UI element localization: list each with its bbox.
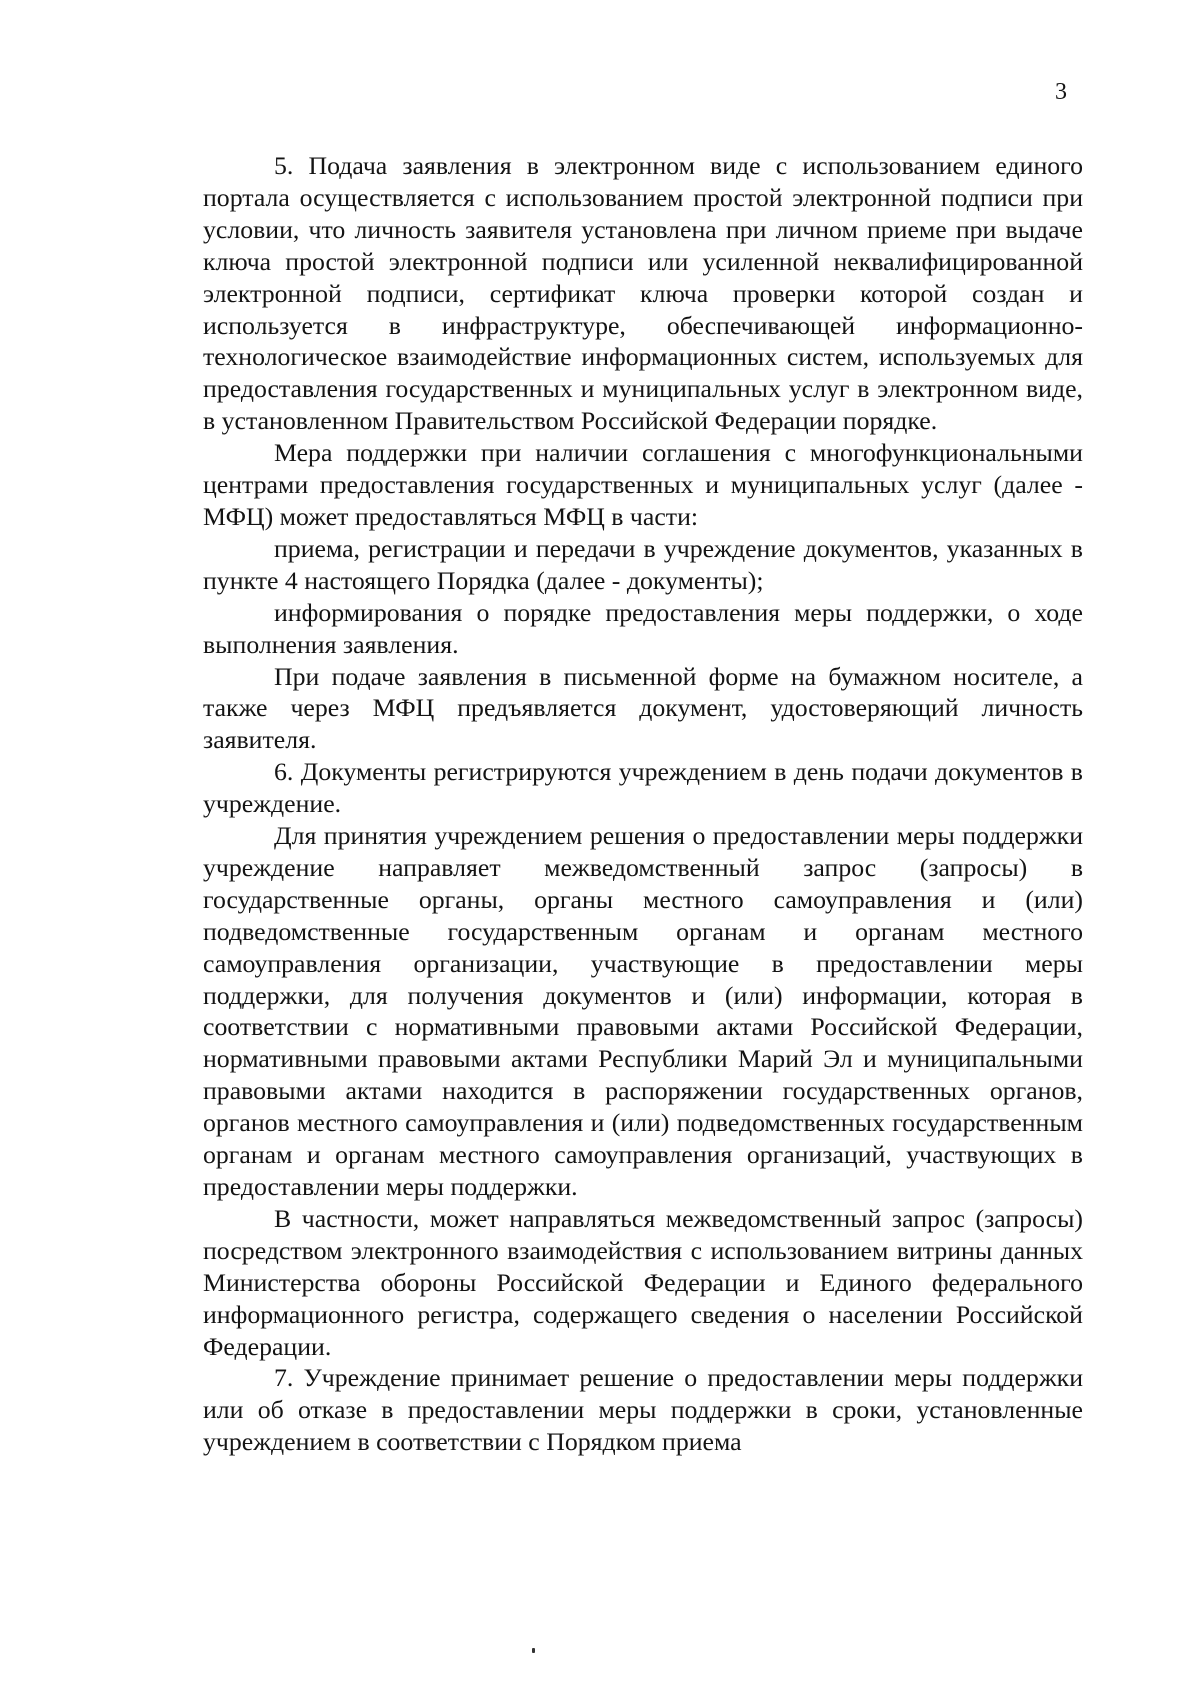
scan-speck (532, 1648, 535, 1653)
page-number: 3 (1055, 79, 1067, 105)
paragraph-6-registration: 6. Документы регистрируются учреждением в день подачи документов в учреждение. (203, 757, 1083, 819)
paragraph-5-electronic-submission: 5. Подача заявления в электронном виде с использованием единого портала осуществляется с использованием простой электронной подписи при условии, что личность заявителя установлена при личном приеме при выдаче ключа простой электронной подписи или усиленной неквалифицированной электронной подписи, сертификат ключа проверки которой создан и используется в инфраструктуре, обеспечивающей информационно-технологическое взаимодействие информационных систем, используемых для предоставления государственных и муниципальных услуг в электронном виде, в установленном Правительством Российской Федерации порядке. (203, 151, 1083, 436)
paragraph-interagency-particulars: В частности, может направляться межведомственный запрос (запросы) посредством электронного взаимодействия с использованием витрины данных Министерства обороны Российской Федерации и Единого федерального информационного регистра, содержащего сведения о населении Российской Федерации. (203, 1203, 1083, 1361)
document-body (203, 150, 1083, 1458)
paragraph-7-decision: 7. Учреждение принимает решение о предоставлении меры поддержки или об отказе в предоставлении меры поддержки в сроки, установленные учреждением в соответствии с Порядком приема (203, 1363, 1083, 1457)
paragraph-interagency-request: Для принятия учреждением решения о предоставлении меры поддержки учреждение направляет межведомственный запрос (запросы) в государственные органы, органы местного самоуправления и (или) подведомственные государственным органам и органам местного самоуправления организации, участвующие в предоставлении меры поддержки, для получения документов и (или) информации, которая в соответствии с нормативными правовыми актами Российской Федерации, нормативными правовыми актами Республики Марий Эл и муниципальными правовыми актами находится в распоряжении государственных органов, органов местного самоуправления и (или) подведомственных государственным органам и органам местного самоуправления организаций, участвующих в предоставлении меры поддержки. (203, 821, 1083, 1201)
paragraph-mfc-reception: приема, регистрации и передачи в учреждение документов, указанных в пункте 4 настоящего Порядка (далее - документы); (203, 533, 1083, 595)
paragraph-mfc-informing: информирования о порядке предоставления меры поддержки, о ходе выполнения заявления. (203, 597, 1083, 659)
paragraph-mfc-support: Мера поддержки при наличии соглашения с многофункциональными центрами предоставления государственных и муниципальных услуг (далее - МФЦ) может предоставляться МФЦ в части: (203, 438, 1083, 531)
paragraph-paper-submission: При подаче заявления в письменной форме на бумажном носителе, а также через МФЦ предъявляется документ, удостоверяющий личность заявителя. (203, 661, 1083, 755)
